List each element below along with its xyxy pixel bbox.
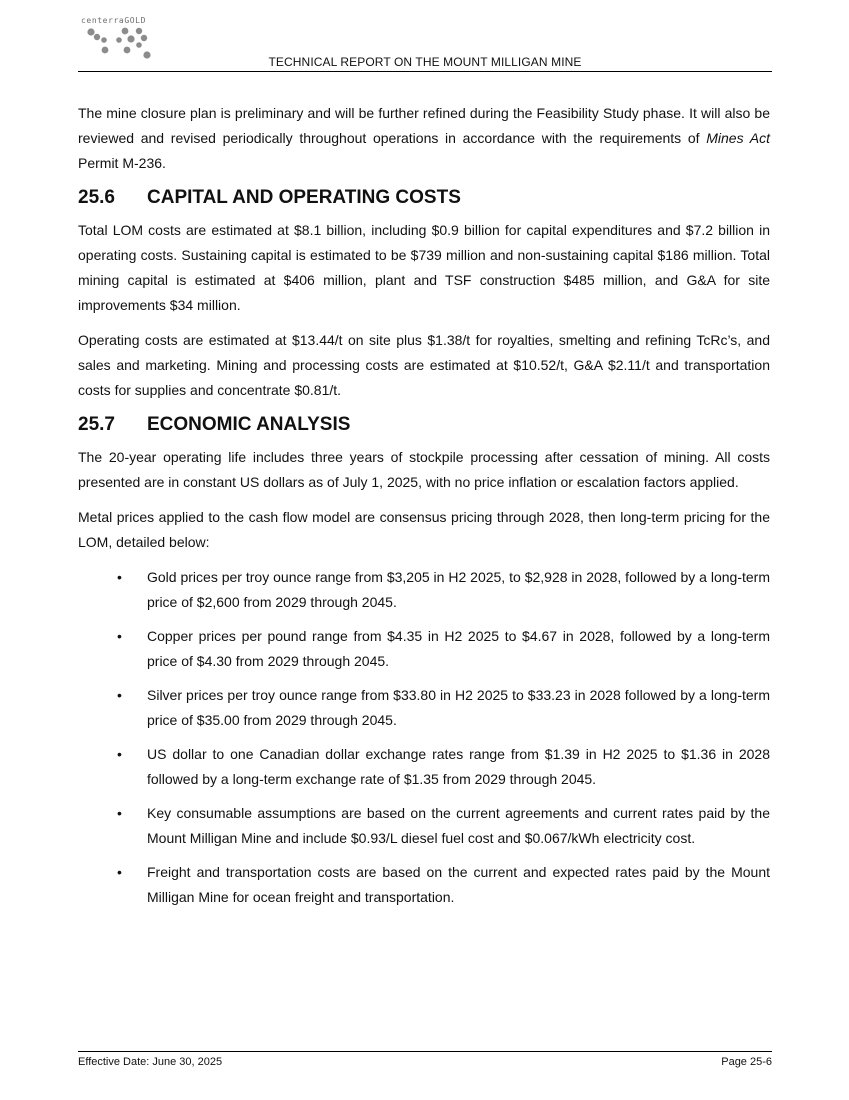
paragraph: Metal prices applied to the cash flow model are consensus pricing through 2028, then long-term pricing for the LOM, detailed below: (78, 509, 770, 550)
assumptions-list (78, 565, 770, 910)
section-heading-25-6 (78, 186, 770, 210)
paragraph: The 20-year operating life includes three years of stockpile processing after cessation of mining. All costs presented are in constant US dollars as of July 1, 2025, with no price inflation or escalation factors applied. (78, 449, 770, 490)
intro-italic: Mines Act (706, 130, 770, 146)
list-item (78, 683, 770, 733)
list-item (78, 624, 770, 674)
list-item-text: US dollar to one Canadian dollar exchange rates range from $1.39 in H2 2025 to $1.36 in 2028 followed by a long-term exchange rate of $1.35 from 2029 through 2045. (147, 746, 770, 787)
section-number: 25.7 (78, 414, 115, 435)
page-footer (78, 1051, 772, 1068)
list-item (78, 565, 770, 615)
list-item-text: Copper prices per pound range from $4.35 in H2 2025 to $4.67 in 2028, followed by a long-term price of $4.30 from 2029 through 2045. (147, 628, 770, 669)
effective-date: Effective Date: June 30, 2025 (78, 1056, 223, 1068)
intro-paragraph (78, 101, 770, 176)
bullet-icon: • (117, 746, 122, 762)
company-logo-text: centerraGOLD (81, 16, 146, 25)
report-title: TECHNICAL REPORT ON THE MOUNT MILLIGAN MINE (268, 55, 582, 69)
bullet-icon: • (117, 569, 122, 585)
bullet-icon: • (117, 687, 122, 703)
paragraph: Total LOM costs are estimated at $8.1 billion, including $0.9 billion for capital expenditures and $7.2 billion in operating costs. Sustaining capital is estimated to be $739 million and non-sustaining capital $186 million. Total mining capital is estimated at $406 million, plant and TSF construction $485 million, and G&A for site improvements $34 million. (78, 222, 770, 313)
paragraph: Operating costs are estimated at $13.44/t on site plus $1.38/t for royalties, smelting and refining TcRc’s, and sales and marketing. Mining and processing costs are estimated at $10.52/t, G&A $2.11/t and transportation costs for supplies and concentrate $0.81/t. (78, 332, 770, 398)
list-item-text: Gold prices per troy ounce range from $3,205 in H2 2025, to $2,928 in 2028, followed by a long-term price of $2,600 from 2029 through 2045. (147, 569, 770, 610)
section-title: ECONOMIC ANALYSIS (147, 414, 351, 435)
list-item (78, 860, 770, 910)
intro-text: The mine closure plan is preliminary and will be further refined during the Feasibility Study phase. It will also be reviewed and revised periodically throughout operations in accordance with the requirements of (78, 105, 770, 146)
page-header (78, 12, 772, 72)
bullet-icon: • (117, 805, 122, 821)
page-number: Page 25-6 (721, 1056, 772, 1068)
section-heading-25-7 (78, 413, 770, 437)
bullet-icon: • (117, 864, 122, 880)
page-content (78, 101, 770, 919)
section-number: 25.6 (78, 187, 115, 208)
section-title: CAPITAL AND OPERATING COSTS (147, 187, 461, 208)
list-item-text: Silver prices per troy ounce range from $33.80 in H2 2025 to $33.23 in 2028 followed by a long-term price of $35.00 from 2029 through 2045. (147, 687, 770, 728)
list-item-text: Key consumable assumptions are based on the current agreements and current rates paid by the Mount Milligan Mine and include $0.93/L diesel fuel cost and $0.067/kWh electricity cost. (147, 805, 770, 846)
bullet-icon: • (117, 628, 122, 644)
list-item (78, 801, 770, 851)
intro-text-end: Permit M-236. (78, 155, 166, 171)
list-item (78, 742, 770, 792)
list-item-text: Freight and transportation costs are based on the current and expected rates paid by the Mount Milligan Mine for ocean freight and transportation. (147, 864, 770, 905)
